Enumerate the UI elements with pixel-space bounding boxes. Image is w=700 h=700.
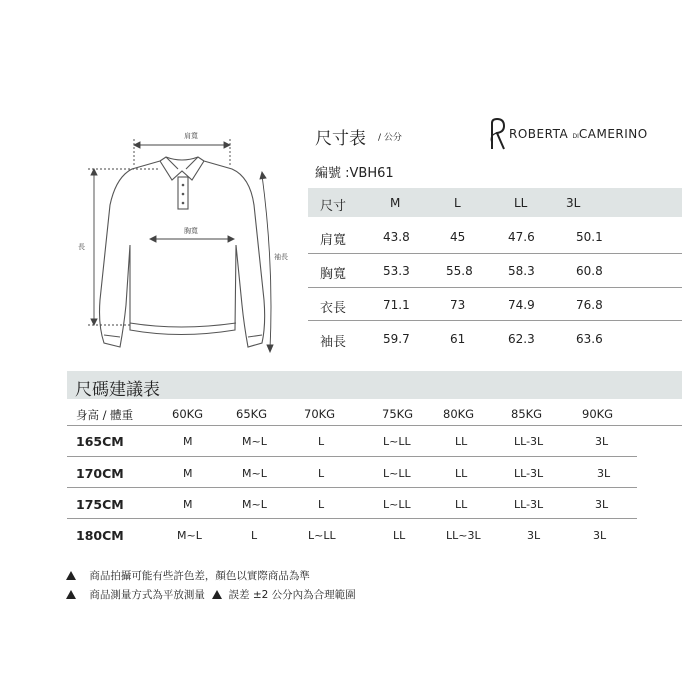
warning-triangle-icon — [66, 590, 76, 599]
rec-size-cell: LL — [455, 467, 468, 480]
rec-header-weight: 60KG — [172, 407, 204, 421]
rec-size-cell: 3L — [595, 498, 609, 511]
size-chart-header-ll: LL — [514, 196, 528, 210]
rec-size-cell: M~L — [177, 529, 202, 542]
size-chart-cell: 71.1 — [383, 298, 410, 312]
size-chart-cell: 58.3 — [508, 264, 535, 278]
rec-header-weight: 90KG — [582, 407, 614, 421]
rec-size-cell: L — [318, 467, 325, 480]
size-chart-cell: 76.8 — [576, 298, 603, 312]
rec-size-cell: L — [251, 529, 258, 542]
rec-size-cell: M — [183, 435, 193, 448]
size-chart-header-3l: 3L — [566, 196, 581, 210]
size-chart-cell: 73 — [450, 298, 466, 312]
rec-size-cell: LL — [455, 498, 468, 511]
size-chart-cell: 60.8 — [576, 264, 603, 278]
size-chart-cell: 62.3 — [508, 332, 535, 346]
note-text: 誤差 ±2 公分內為合理範圍 — [228, 589, 356, 601]
row-divider — [308, 320, 682, 321]
row-divider — [67, 425, 682, 426]
rec-row-height: 170CM — [76, 466, 124, 481]
rec-size-cell: 3L — [593, 529, 607, 542]
size-chart-title: 尺寸表 — [315, 129, 366, 149]
brand-name-di: DI — [572, 133, 579, 140]
chest-dimension-label: 胸寬 — [184, 227, 198, 235]
rec-size-cell: M~L — [242, 467, 267, 480]
row-divider — [67, 518, 637, 519]
rec-size-cell: L — [318, 435, 325, 448]
rec-size-cell: M — [183, 498, 193, 511]
warning-triangle-icon — [66, 571, 76, 580]
brand-name-last: CAMERINO — [578, 127, 648, 141]
size-chart-row-label: 袖長 — [320, 335, 347, 350]
row-divider — [67, 487, 637, 488]
rec-header-weight: 80KG — [443, 407, 475, 421]
rec-size-cell: M~L — [242, 498, 267, 511]
note-measurement — [66, 587, 356, 602]
rec-size-cell: LL-3L — [514, 498, 544, 511]
rec-size-cell: L~LL — [383, 498, 411, 511]
size-chart-cell: 61 — [450, 332, 466, 346]
polo-shirt-illustration — [60, 125, 305, 365]
size-chart-cell: 47.6 — [508, 230, 535, 244]
size-chart-row-label: 胸寬 — [320, 267, 347, 282]
sleeve-dimension-label: 袖長 — [274, 253, 288, 261]
recommendation-title: 尺碼建議表 — [75, 380, 160, 400]
rec-size-cell: 3L — [595, 435, 609, 448]
rec-size-cell: 3L — [597, 467, 611, 480]
rec-size-cell: M — [183, 467, 193, 480]
note-color-difference — [66, 568, 310, 583]
rec-size-cell: LL — [393, 529, 406, 542]
rec-size-cell: L~LL — [308, 529, 336, 542]
row-divider — [308, 287, 682, 288]
size-chart-row-label: 肩寬 — [320, 233, 347, 248]
size-chart-cell: 43.8 — [383, 230, 410, 244]
brand-name-first: ROBERTA — [509, 127, 569, 141]
row-divider — [308, 253, 682, 254]
size-chart-header-l: L — [454, 196, 461, 210]
shoulder-dimension-label: 肩寬 — [184, 132, 198, 140]
length-dimension-label: 長 — [78, 243, 85, 251]
rec-size-cell: 3L — [527, 529, 541, 542]
note-text: 商品測量方式為平放測量 — [89, 589, 205, 601]
brand-emblem-icon — [487, 117, 509, 151]
rec-row-height: 165CM — [76, 434, 124, 449]
size-chart-cell: 74.9 — [508, 298, 535, 312]
rec-size-cell: LL-3L — [514, 435, 544, 448]
rec-size-cell: L~LL — [383, 435, 411, 448]
rec-header-weight: 65KG — [236, 407, 268, 421]
note-text: 商品拍攝可能有些許色差，顏色以實際商品為準 — [89, 570, 310, 582]
rec-size-cell: M~L — [242, 435, 267, 448]
garment-diagram — [60, 125, 305, 365]
size-chart-cell: 53.3 — [383, 264, 410, 278]
brand-name — [509, 127, 648, 141]
size-chart-cell: 50.1 — [576, 230, 603, 244]
size-chart-cell: 45 — [450, 230, 466, 244]
size-chart-header-m: M — [390, 196, 401, 210]
rec-row-height: 175CM — [76, 497, 124, 512]
size-chart-cell: 59.7 — [383, 332, 410, 346]
rec-row-height: 180CM — [76, 528, 124, 543]
rec-header-weight: 85KG — [511, 407, 543, 421]
rec-size-cell: LL-3L — [514, 467, 544, 480]
rec-header-height-weight: 身高 / 體重 — [76, 408, 134, 422]
rec-header-weight: 75KG — [382, 407, 414, 421]
rec-size-cell: LL — [455, 435, 468, 448]
rec-header-weight: 70KG — [304, 407, 336, 421]
rec-size-cell: L~LL — [383, 467, 411, 480]
size-chart-cell: 63.6 — [576, 332, 603, 346]
brand-logo — [487, 117, 657, 153]
size-chart-row-label: 衣長 — [320, 301, 347, 316]
product-code: 編號 :VBH61 — [315, 166, 394, 181]
rec-size-cell: L — [318, 498, 325, 511]
size-chart-header-bar — [308, 188, 682, 217]
size-chart-unit: / 公分 — [378, 133, 402, 143]
size-chart-header-size: 尺寸 — [320, 199, 347, 214]
rec-size-cell: LL~3L — [446, 529, 481, 542]
row-divider — [67, 456, 637, 457]
size-chart-cell: 55.8 — [446, 264, 473, 278]
warning-triangle-icon — [212, 590, 222, 599]
